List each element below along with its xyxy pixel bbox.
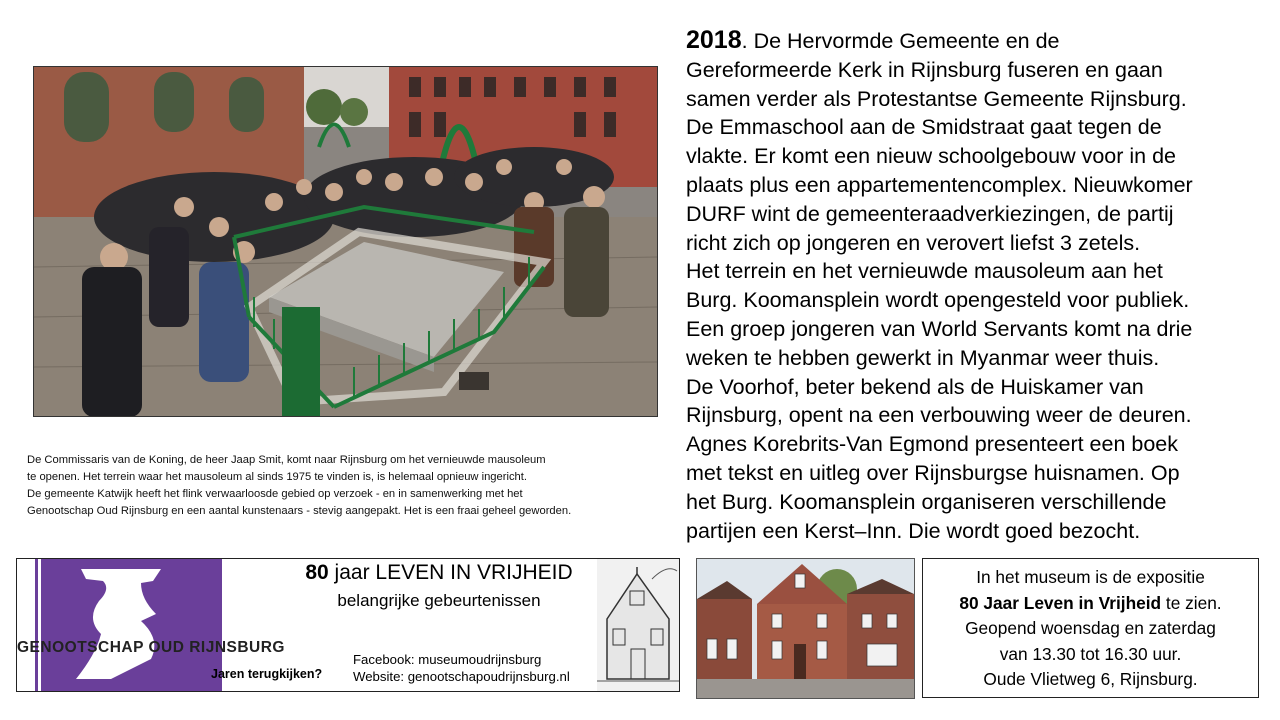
story-line: De Emmaschool aan de Smidstraat gaat tegen de: [686, 115, 1162, 140]
website-link[interactable]: Website: genootschapoudrijnsburg.nl: [353, 669, 570, 684]
info-line: In het museum is de expositie: [976, 567, 1205, 587]
info-line-text: te zien.: [1161, 592, 1222, 613]
info-line: van 13.30 tot 16.30 uur.: [999, 643, 1182, 664]
info-address: Oude Vlietweg 6, Rijnsburg.: [983, 669, 1198, 689]
banner-social-links: [353, 651, 570, 685]
story-line: met tekst en uitleg over Rijnsburgse huisnamen. Op: [686, 460, 1180, 485]
story-text: [686, 26, 1276, 545]
museum-photo: [696, 558, 915, 699]
org-name: GENOOTSCHAP OUD RIJNSBURG: [17, 639, 285, 656]
story-line: Een groep jongeren van World Servants komt na drie: [686, 316, 1193, 341]
caption-line: Genootschap Oud Rijnsburg en een aantal kunstenaars - stevig aangepakt. Het is een fraai geheel geworden.: [27, 505, 572, 517]
story-line: De Voorhof, beter bekend als de Huiskamer van: [686, 374, 1144, 399]
story-line: partijen een Kerst–Inn. Die wordt goed bezocht.: [686, 518, 1141, 543]
museum-info-box: [922, 558, 1259, 698]
story-line-text: . De Hervormde Gemeente en de: [741, 29, 1060, 53]
story-line: Burg. Koomansplein wordt opengesteld voor publiek.: [686, 288, 1190, 313]
story-line: vlakte. Er komt een nieuw schoolgebouw voor in de: [686, 144, 1176, 169]
banner-title: [279, 561, 599, 585]
photo-caption: [27, 452, 687, 520]
story-line: Het terrein en het vernieuwde mausoleum aan het: [686, 259, 1163, 284]
caption-line: te openen. Het terrein waar het mausoleum al sinds 1975 te vinden is, is helemaal opnieuw ingericht.: [27, 471, 527, 483]
info-line: [923, 591, 1258, 617]
logo-stripe: [35, 559, 38, 691]
story-line: Gereformeerde Kerk in Rijnsburg fuseren en gaan: [686, 57, 1163, 82]
banner-question: Jaren terugkijken?: [211, 667, 323, 681]
story-line: weken te hebben gewerkt in Myanmar weer thuis.: [686, 345, 1160, 370]
house-sketch-icon: [597, 559, 679, 691]
story-line: DURF wint de gemeenteraadverkiezingen, de partij: [686, 201, 1174, 226]
story-line: het Burg. Koomansplein organiseren verschillende: [686, 489, 1167, 514]
facebook-link[interactable]: Facebook: museumoudrijnsburg: [353, 652, 542, 667]
story-line: richt zich op jongeren en verovert liefst 3 zetels.: [686, 230, 1141, 255]
banner-title-text: jaar LEVEN IN VRIJHEID: [328, 561, 573, 584]
story-line: Agnes Korebrits-Van Egmond presenteert een boek: [686, 432, 1179, 457]
caption-line: De Commissaris van de Koning, de heer Jaap Smit, komt naar Rijnsburg om het vernieuwde mausoleum: [27, 454, 546, 466]
genootschap-banner: [16, 558, 680, 692]
story-line: plaats plus een appartementencomplex. Nieuwkomer: [686, 172, 1193, 197]
story-year: 2018: [686, 26, 742, 54]
story-line: Rijnsburg, opent na een verbouwing weer de deuren.: [686, 403, 1192, 428]
logo-background: [41, 559, 222, 691]
caption-line: De gemeente Katwijk heeft het flink verwaarloosde gebied op verzoek - en in samenwerking met het: [27, 488, 523, 500]
story-line: [686, 26, 1276, 56]
mausoleum-photo: [33, 66, 658, 417]
banner-title-number: 80: [305, 561, 329, 584]
info-line: Geopend woensdag en zaterdag: [965, 618, 1216, 638]
exhibition-name: 80 Jaar Leven in Vrijheid: [959, 592, 1162, 613]
vase-logo-icon: [41, 559, 222, 691]
story-line: samen verder als Protestantse Gemeente Rijnsburg.: [686, 86, 1187, 111]
banner-subtitle: belangrijke gebeurtenissen: [337, 591, 541, 610]
